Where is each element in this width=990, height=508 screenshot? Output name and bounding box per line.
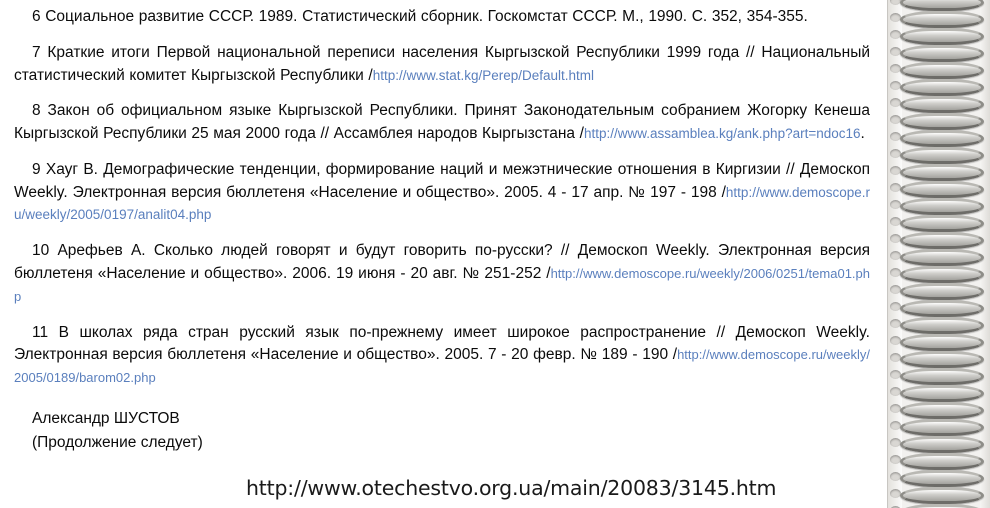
binding-coil xyxy=(900,402,978,415)
binding-coil xyxy=(900,164,978,177)
binding-coil-wire xyxy=(900,164,984,181)
binding-coil xyxy=(900,249,978,262)
reference-link[interactable]: http://www.demoscope.ru/weekly/2006/0251/tema01.php xyxy=(14,266,870,304)
author-subtitle: (Продолжение следует) xyxy=(32,433,203,451)
reference-text-tail: . xyxy=(860,125,865,143)
binding-coil-wire xyxy=(900,504,984,508)
binding-coil-wire xyxy=(900,436,984,453)
list-item xyxy=(0,159,888,227)
binding-coil-wire xyxy=(900,11,984,28)
reference-link[interactable]: http://www.demoscope.ru/weekly/2005/0189/barom02.php xyxy=(14,347,870,386)
binding-coil xyxy=(900,300,978,313)
binding-coil-wire xyxy=(900,232,984,249)
binding-coil xyxy=(900,266,978,279)
binding-coil-wire xyxy=(900,368,984,385)
binding-coil xyxy=(900,11,978,24)
binding-coil-wire xyxy=(900,453,984,470)
binding-coil-wire xyxy=(900,334,984,351)
list-item xyxy=(0,240,888,308)
source-url-overlay: http://www.otechestvo.org.ua/main/20083/3145.htm xyxy=(246,476,777,500)
binding-coil xyxy=(900,470,978,483)
binding-coil xyxy=(900,368,978,381)
binding-coil xyxy=(900,0,978,7)
binding-coil-wire xyxy=(900,28,984,45)
reference-text: 9 Хауг В. Демографические тенденции, формирование наций и межэтнические отношения в Киргизии // Демоскоп Weekly. Электронная версия бюллетеня «Население и общество». 2005. 4 - 17 апр. № 197 - 198 / xyxy=(14,160,870,201)
binding-coil-wire xyxy=(900,0,984,11)
binding-coil xyxy=(900,487,978,500)
list-item xyxy=(0,100,888,146)
binding-coil xyxy=(900,504,978,508)
reference-link[interactable]: http://www.assamblea.kg/ank.php?art=ndoc16 xyxy=(583,126,861,142)
binding-coil xyxy=(900,96,978,109)
list-item xyxy=(0,42,888,88)
binding-coil-wire xyxy=(900,147,984,164)
reference-link[interactable]: http://www.demoscope.ru/weekly/2005/0197/analit04.php xyxy=(14,184,870,223)
binding-coil-wire xyxy=(900,385,984,402)
binding-coil xyxy=(900,351,978,364)
binding-coil-wire xyxy=(900,317,984,334)
reference-link[interactable]: http://www.stat.kg/Perep/Default.html xyxy=(372,67,595,83)
binding-coil-wire xyxy=(900,300,984,317)
binding-coil-wire xyxy=(900,351,984,368)
binding-coil-wire xyxy=(900,266,984,283)
reference-text: 6 Социальное развитие СССР. 1989. Статистический сборник. Госкомстат СССР. М., 1990. С. 352, 354-355. xyxy=(32,8,808,25)
binding-coil xyxy=(900,113,978,126)
binding-coil-wire xyxy=(900,470,984,487)
binding-coil xyxy=(900,181,978,194)
binding-coil xyxy=(900,283,978,296)
binding-coil-wire xyxy=(900,62,984,79)
binding-coil-wire xyxy=(900,283,984,300)
binding-coil-wire xyxy=(900,113,984,130)
reference-text: 11 В школах ряда стран русский язык по-прежнему имеет широкое распространение // Демоскоп Weekly. Электронная версия бюллетеня «Население и общество». 2005. 7 - 20 февр. № 189 - 190 / xyxy=(14,323,870,364)
binding-coil-wire xyxy=(900,419,984,436)
binding-coil xyxy=(900,62,978,75)
binding-coil-wire xyxy=(900,215,984,232)
list-item xyxy=(0,0,888,29)
binding-coil xyxy=(900,130,978,143)
binding-coil xyxy=(900,28,978,41)
binding-coil xyxy=(900,198,978,211)
binding-coil xyxy=(900,215,978,228)
reference-text: 8 Закон об официальном языке Кыргызской Республики. Принят Законодательным собранием Жогорку Кенеша Кыргызской Республики 25 мая 2000 года // Ассамблея народов Кыргызстана / xyxy=(14,102,870,143)
binding-coil xyxy=(900,317,978,330)
spiral-binding xyxy=(887,0,990,508)
reference-text: 7 Краткие итоги Первой национальной переписи населения Кыргызской Республики 1999 года // Национальный статистический комитет Кыргызской Республики / xyxy=(14,43,870,84)
author-name: Александр ШУСТОВ xyxy=(32,409,180,427)
binding-coil xyxy=(900,147,978,160)
binding-coil-wire xyxy=(900,402,984,419)
list-item xyxy=(0,322,888,390)
binding-coil xyxy=(900,453,978,466)
binding-coil xyxy=(900,419,978,432)
binding-coil-wire xyxy=(900,249,984,266)
binding-coil xyxy=(900,232,978,245)
binding-coil-wire xyxy=(900,79,984,96)
binding-coil-wire xyxy=(900,198,984,215)
binding-coil xyxy=(900,385,978,398)
binding-coil-wire xyxy=(900,130,984,147)
binding-coil-wire xyxy=(900,96,984,113)
reference-text: 10 Арефьев А. Сколько людей говорят и будут говорить по-русски? // Демоскоп Weekly. Электронная версия бюллетеня «Население и общество». 2006. 19 июня - 20 авг. № 251-252 / xyxy=(14,242,870,283)
binding-coil xyxy=(900,436,978,449)
binding-coil-wire xyxy=(900,45,984,62)
binding-coil xyxy=(900,45,978,58)
binding-coil xyxy=(900,79,978,92)
binding-coil xyxy=(900,334,978,347)
binding-coil-wire xyxy=(900,181,984,198)
binding-coil-wire xyxy=(900,487,984,504)
